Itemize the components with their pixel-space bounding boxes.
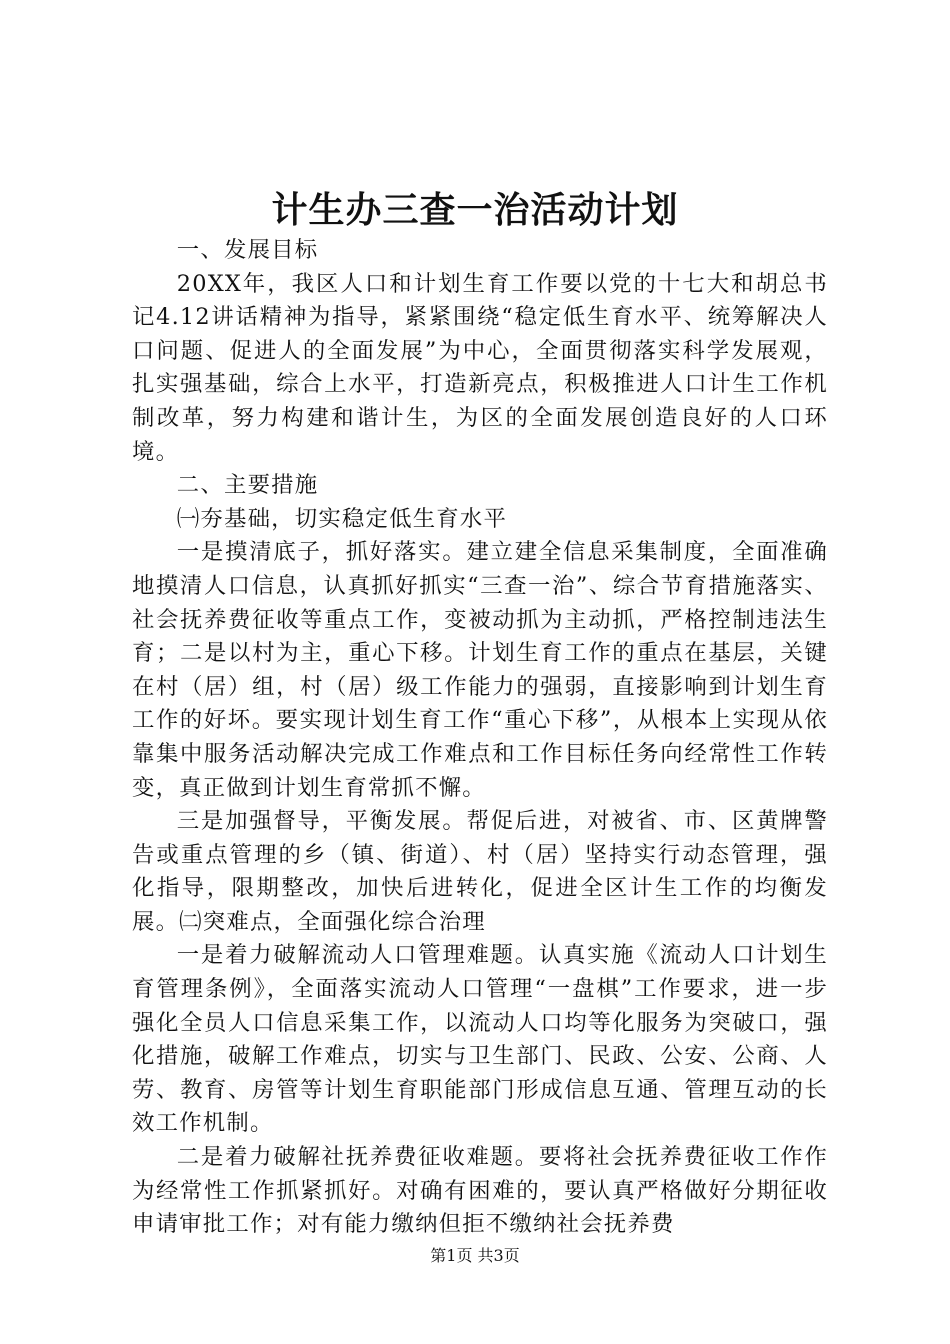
- paragraph-maintenance-fee: 二是着力破解社抚养费征收难题。要将社会抚养费征收工作作为经常性工作抓紧抓好。对确有困难的，要认真严格做好分期征收申请审批工作；对有能力缴纳但拒不缴纳社会抚养费: [132, 1144, 828, 1238]
- document-title: 计生办三查一治活动计划: [271, 189, 679, 231]
- section-heading-goals: 一、发展目标: [176, 237, 319, 263]
- subsection-heading-foundation: ㈠夯基础，切实稳定低生育水平: [176, 505, 508, 532]
- paragraph-foundation: 一是摸清底子，抓好落实。建立建全信息采集制度，全面准确地摸清人口信息，认真抓好抓实“三查一治”、综合节育措施落实、社会抚养费征收等重点工作，变被动抓为主动抓，严格控制违法生育；二是以村为主，重心下移。计划生育工作的重点在基层，关键在村（居）组，村（居）级工作能力的强弱，直接影响到计划生育工作的好坏。要实现计划生育工作“重心下移”，从根本上实现从依靠集中服务活动解决完成工作难点和工作目标任务向经常性工作转变，真正做到计划生育常抓不懈。: [132, 539, 828, 801]
- section-heading-measures: 二、主要措施: [176, 472, 319, 499]
- paragraph-floating-population: 一是着力破解流动人口管理难题。认真实施《流动人口计划生育管理条例》，全面落实流动人口管理“一盘棋”工作要求，进一步强化全员人口信息采集工作，以流动人口均等化服务为突破口，强化措施，破解工作难点，切实与卫生部门、民政、公安、公商、人劳、教育、房管等计划生育职能部门形成信息互通、管理互动的长效工作机制。: [132, 942, 828, 1137]
- page-footer: 第1页 共3页: [430, 1246, 520, 1265]
- paragraph-goals: 20XX年，我区人口和计划生育工作要以党的十七大和胡总书记4.12讲话精神为指导，紧紧围绕“稳定低生育水平、统筹解决人口问题、促进人的全面发展”为中心，全面贯彻落实科学发展观，扎实强基础，综合上水平，打造新亮点，积极推进人口计生工作机制改革，努力构建和谐计生，为区的全面发展创造良好的人口环境。: [132, 270, 828, 465]
- paragraph-supervision: 三是加强督导，平衡发展。帮促后进，对被省、市、区黄牌警告或重点管理的乡（镇、街道）、村（居）坚持实行动态管理，强化指导，限期整改，加快后进转化，促进全区计生工作的均衡发展。㈡突难点，全面强化综合治理: [132, 808, 828, 935]
- document-body: [132, 234, 828, 1242]
